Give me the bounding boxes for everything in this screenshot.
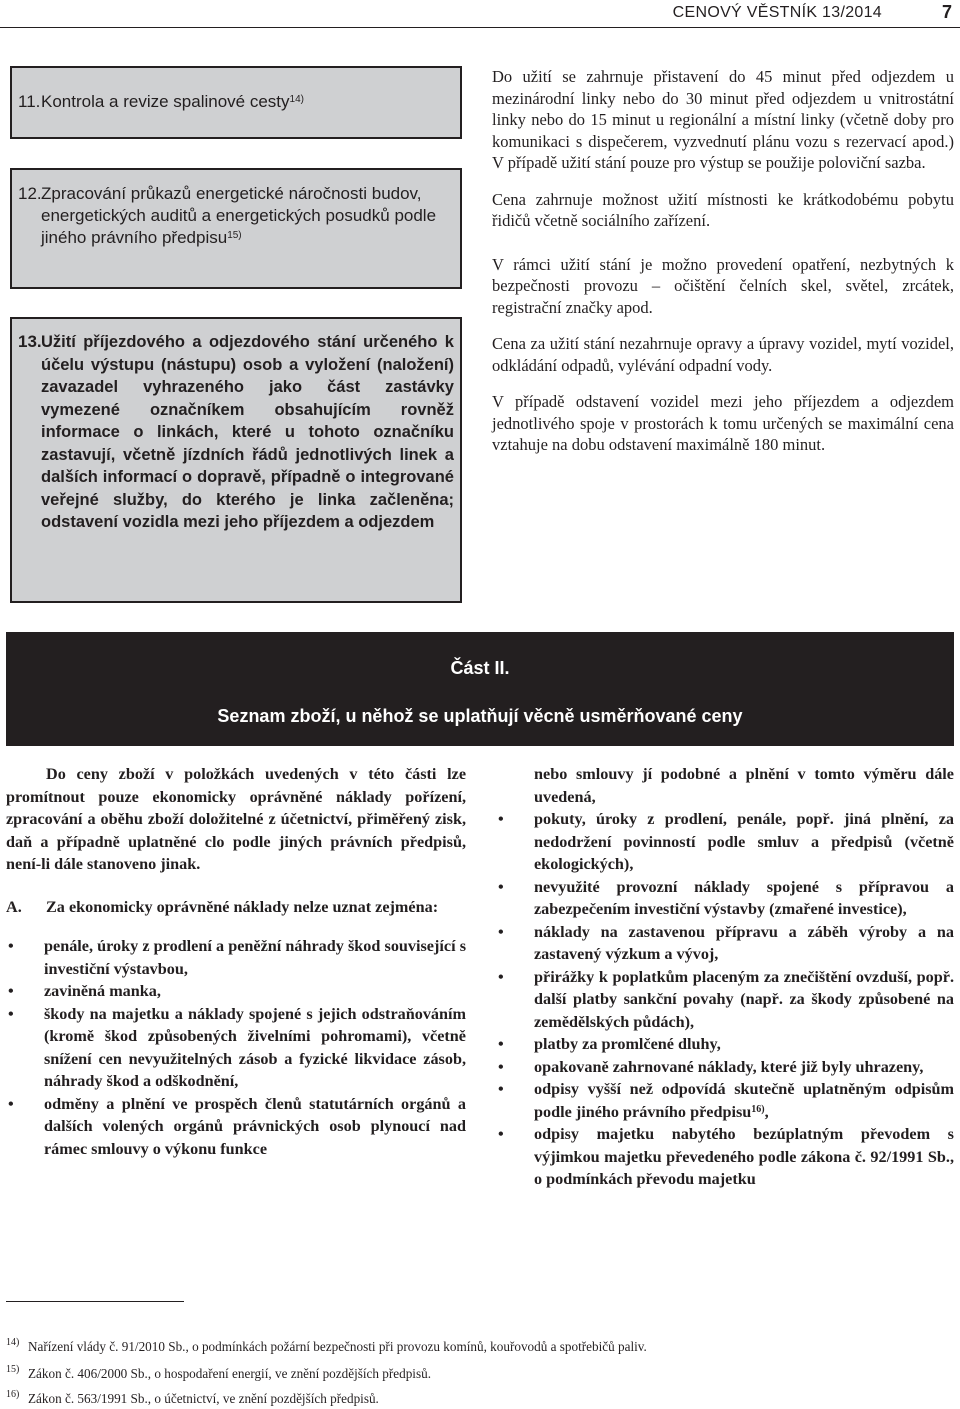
page-number: 7 <box>941 2 952 22</box>
list-item: • odpisy vyšší než odpovídá skutečně uplatněným odpisům podle jiného právního předpisu$^{16)}$, <box>498 1080 954 1121</box>
list-item: • přirážky k poplatkům placeným za znečištění ovzduší, popř. další platby sankční povahy (např. za škody způsobené na zemědělských půdách), <box>498 967 954 1031</box>
bullet-icon: • <box>8 982 14 1000</box>
bullet-icon: • <box>498 1057 504 1076</box>
section-subtitle: Seznam zboží, u něhož se uplatňují věcně usměrňované ceny <box>217 706 743 726</box>
footnote-text: Zákon č. 563/1991 Sb., o účetnictví, ve znění pozdějších předpisů. <box>28 1391 379 1406</box>
footnote-text: Nařízení vlády č. 91/2010 Sb., o podmínkách požární bezpečnosti při provozu komínů, kouřovodů a spotřebičů paliv. <box>28 1339 647 1354</box>
list-item: • nevyužité provozní náklady spojené s přípravou a zabezpečením investiční výstavby (zmařené investice), <box>498 877 954 918</box>
footnote-14 <box>6 1339 647 1355</box>
intro-paragraph: Do ceny zboží v položkách uvedených v této části lze promítnout pouze ekonomicky oprávněné náklady pořízení, zpracování a oběhu zboží doložitelné z účetnictví, přiměřený zisk, daň a případně uplatněné clo podle jiných právních předpisů, není-li dále stanoveno jinak. <box>6 765 466 873</box>
bullet-icon: • <box>498 1035 504 1053</box>
paragraph: Do užití se zahrnuje přistavení do 45 minut před odjezdem u mezinárodní linky nebo do 30 minut před odjezdem u vnitrostátní linky nebo do 15 minut u regionální a místní linky (včetně doby pro komunikaci s dispečerem, vyzvednutí plánu vozu s rezervací apod.) V případě užití stání pouze pro výstup se použije poloviční sazba. <box>492 67 954 172</box>
item-box-11 <box>10 66 462 139</box>
paragraph: V rámci užití stání je možno provedení opatření, nezbytných k bezpečnosti provozu – očištění čelních skel, světel, zrcátek, registrační značky apod. <box>492 254 954 317</box>
paragraph-letter: A. <box>6 897 22 916</box>
list-item: • opakovaně zahrnované náklady, které již byly uhrazeny, <box>496 1056 954 1079</box>
footnote-number: 15) <box>6 1364 20 1375</box>
item-text: Užití příjezdového a odjezdového stání určeného k účelu výstupu (nástupu) osob a vyložení (naložení) zavazadel vyhrazeného jako část zastávky vymezené označníkem obsahujícím rovněž informace o linkách, které u tohoto označníku zastavují, včetně jízdních řádů jednotlivých linek a dalších informací o dopravě, případně o integrované veřejné služby, do kterého je linka začleněna; odstavení vozidla mezi jeho příjezdem a odjezdem <box>41 333 454 531</box>
item-box-12 <box>10 168 462 289</box>
list-item: • odměny a plnění ve prospěch členů statutárních orgánů a dalších volených orgánů právnických osob plynoucí nad rámec smlouvy o výkonu funkce <box>8 1094 466 1158</box>
bullet-icon: • <box>498 877 504 896</box>
footnote-15 <box>6 1366 431 1382</box>
paragraph-a <box>6 896 466 919</box>
right-column-text <box>492 66 954 471</box>
left-column-list <box>6 763 466 1160</box>
bullet-list-left <box>6 935 466 1160</box>
list-item: • pokuty, úroky z prodlení, penále, popř. jiná plnění, za nedodržení povinností podle smluv a předpisů (včetně ekologických), <box>498 810 954 873</box>
bullet-icon: • <box>498 1125 504 1143</box>
item-number: 11. <box>18 92 41 111</box>
item-number: 13. <box>18 332 42 351</box>
item-text: Kontrola a revize spalinové cesty$^{14)}$ <box>41 92 304 111</box>
item-box-13 <box>10 317 462 603</box>
list-item: • škody na majetku a náklady spojené s jejich odstraňováním (kromě škod způsobených živelními pohromami), včetně snížení cen nevyužitelných zásob a fyzické likvidace zásob, náhrady škod a odškodnění, <box>8 1004 466 1090</box>
bullet-icon: • <box>8 937 14 955</box>
paragraph: Cena zahrnuje možnost užití místnosti ke krátkodobému pobytu řidičů včetně sociálního zařízení. <box>492 189 954 230</box>
item-text: Zpracování průkazů energetické náročnosti budov, energetických auditů a energetických posudků podle jiného právního předpisu$^{15)}$ <box>41 184 437 247</box>
paragraph: V případě odstavení vozidel mezi jeho příjezdem a odjezdem jednotlivého spoje v prostorách k tomu určených se maximální cena vztahuje na dobu odstavení maximálně 180 minut. <box>492 392 954 454</box>
bullet-icon: • <box>498 922 504 941</box>
bullet-list-right <box>496 808 954 1191</box>
list-item: • odpisy majetku nabytého bezúplatným převodem s výjimkou majetku převedeného podle zákona č. 92/1991 Sb., o podmínkách převodu majetku <box>498 1125 954 1188</box>
bullet-icon: • <box>8 1004 14 1023</box>
footnote-16 <box>6 1391 379 1407</box>
list-continuation: nebo smlouvy jí podobné a plnění v tomto výměru dále uvedená, <box>534 765 954 806</box>
footnote-rule <box>6 1301 184 1302</box>
journal-title: CENOVÝ VĚSTNÍK 13/2014 <box>672 4 882 21</box>
section-part-title: Část II. <box>450 658 510 678</box>
list-item: • náklady na zastavenou přípravu a záběh výroby a na zastavený výzkum a vývoj, <box>498 922 954 963</box>
bullet-icon: • <box>498 967 504 986</box>
footnote-number: 16) <box>6 1389 20 1400</box>
footnote-ref: 15) <box>227 230 242 241</box>
footnote-number: 14) <box>6 1337 20 1348</box>
footnote-ref: 14) <box>289 94 304 105</box>
header-rule <box>0 27 960 28</box>
paragraph-a-text: Za ekonomicky oprávněné náklady nelze uznat zejména: <box>46 897 439 916</box>
item-number: 12. <box>18 184 42 203</box>
bullet-icon: • <box>498 1080 504 1098</box>
footnote-ref: 16) <box>751 1103 765 1115</box>
paragraph: Cena za užití stání nezahrnuje opravy a úpravy vozidel, mytí vozidel, odkládání odpadů, vylévání odpadní vody. <box>492 334 954 375</box>
list-item: • zaviněná manka, <box>6 980 466 1003</box>
footnote-text: Zákon č. 406/2000 Sb., o hospodaření energií, ve znění pozdějších předpisů. <box>28 1366 431 1381</box>
right-column-list <box>496 763 954 1191</box>
section-banner <box>6 632 954 746</box>
bullet-icon: • <box>8 1094 14 1113</box>
bullet-icon: • <box>498 810 504 828</box>
page-header <box>0 0 960 30</box>
list-item: • platby za promlčené dluhy, <box>496 1033 954 1056</box>
list-item: • penále, úroky z prodlení a peněžní náhrady škod související s investiční výstavbou, <box>8 937 466 978</box>
